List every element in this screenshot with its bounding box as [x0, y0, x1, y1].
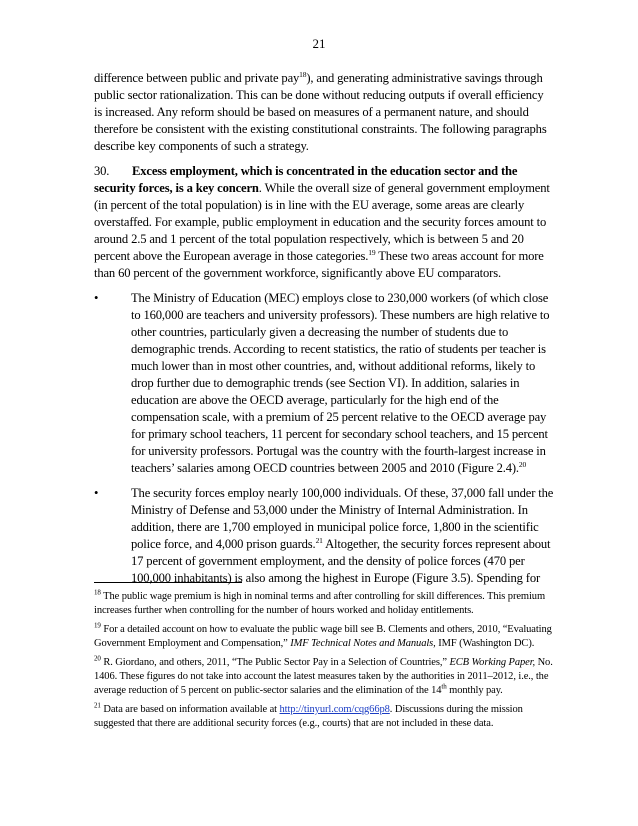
main-text	[94, 70, 554, 595]
footnote-text: For a detailed account on how to evaluate the public wage bill see B. Clements and others, 2010, “Evaluating Government Employment and Compensation,”	[94, 624, 552, 649]
footnotes	[94, 590, 554, 736]
footnote-text-end: monthly pay.	[446, 685, 503, 696]
intro-text: difference between public and private pay	[94, 71, 300, 85]
footnote-19	[94, 623, 554, 651]
footnote-text: R. Giordano, and others, 2011, “The Public Sector Pay in a Selection of Countries,”	[100, 657, 450, 668]
bullet-marker: •	[94, 291, 99, 305]
bullet-body: The Ministry of Education (MEC) employs close to 230,000 workers (of which close to 160,000 are teachers and university professors). These numbers are high relative to other countries, particularly given a decreasing the number of students due to demographic trends. According to recent statistics, the ratio of students per teacher is much lower than in most other countries, and, without additional reforms, likely to drop further due to demographic trends (see Section VI). In addition, salaries in education are above the OECD average, particularly for the high end of the compensation scale, with a premium of 25 percent relative to the OECD average pay for primary school teachers, 11 percent for secondary school teachers, and 15 percent for university professors. Portugal was the country with the fourth-largest increase in teachers’ salaries among OECD countries between 2005 and 2010 (Figure 2.4).	[131, 291, 550, 475]
footnote-mark: 18	[94, 588, 101, 597]
footnote-18	[94, 590, 554, 618]
footnote-italic: IMF Technical Notes and Manuals,	[290, 638, 436, 649]
paragraph-number: 30.	[94, 164, 110, 178]
footnote-20	[94, 656, 554, 698]
page-number: 21	[312, 36, 326, 51]
footnote-link[interactable]: http://tinyurl.com/cqg66p8	[279, 704, 390, 715]
bullet-education	[94, 290, 554, 477]
bullet-text	[131, 290, 554, 477]
footnote-mark: 20	[94, 654, 101, 663]
footnote-italic: ECB Working Paper,	[449, 657, 536, 668]
footnote-mark: 21	[94, 701, 101, 710]
footnote-text-cont: IMF (Washington DC).	[435, 638, 535, 649]
bullet-body: The security forces employ nearly 100,000 individuals. Of these, 37,000 fall under the Ministry of Defense and 53,000 under the Ministry of Internal Administration. In addition, there are 1,700 employed in municipal police force, 1,800 in the scientific police force, and 4,000 prison guards.	[131, 486, 554, 551]
footnote-ref-18[interactable]: 18	[299, 69, 307, 79]
bullet-text	[131, 485, 554, 587]
footnote-text-cont: No. 1406. These figures do not take into account the latest measures taken by the authorities in 2011–2012, i.e., the average reduction of 5 percent on public-sector salaries and the elimination of the 14	[94, 657, 553, 696]
footnote-text-cont: . Discussions during the mission suggested that there are additional security forces (e.g., courts) that are not included in these data.	[94, 704, 523, 729]
footnote-separator	[94, 582, 242, 583]
bullet-security	[94, 485, 554, 587]
paragraph-text: . While the overall size of general government employment (in percent of the total population) is in line with the EU average, some areas are clearly overstaffed. For example, public employment in education and the security forces amount to around 2.5 and 1 percent of the total population respectively, which is between 5 and 20 percent above the European average in those categories.	[94, 181, 550, 263]
footnote-text: The public wage premium is high in nominal terms and after controlling for skill differences. This premium increases further when controlling for the number of hours worked and holiday entitlements.	[94, 591, 546, 616]
footnote-ref-21[interactable]: 21	[315, 535, 323, 545]
bullet-marker: •	[94, 486, 99, 500]
paragraph-lead: Excess employment, which is concentrated in the education sector and the security forces, is a key concern	[94, 164, 518, 195]
footnote-text: Data are based on information available at	[100, 704, 280, 715]
ordinal-suffix: th	[441, 682, 447, 691]
footnote-mark: 19	[94, 621, 101, 630]
footnote-21	[94, 703, 554, 731]
intro-text-cont: ), and generating administrative savings through public sector rationalization. This can be done without reducing outputs if overall efficiency is increased. Any reform should be based on measures of a permanent nature, and should therefore be consistent with the existing constitutional constraints. The following paragraphs describe key components of such a strategy.	[94, 71, 547, 153]
intro-paragraph	[94, 70, 554, 155]
paragraph-30	[94, 163, 554, 282]
footnote-ref-19[interactable]: 19	[368, 247, 376, 257]
paragraph-text-cont: These two areas account for more than 60 percent of the government workforce, significantly above EU comparators.	[94, 249, 544, 280]
footnote-ref-20[interactable]: 20	[518, 459, 527, 469]
bullet-body-cont: Altogether, the security forces represent about 17 percent of government employment, and the density of police forces (470 per 100,000 inhabitants) is also among the highest in Europe (Figure 3.5). Spending for	[131, 537, 551, 585]
